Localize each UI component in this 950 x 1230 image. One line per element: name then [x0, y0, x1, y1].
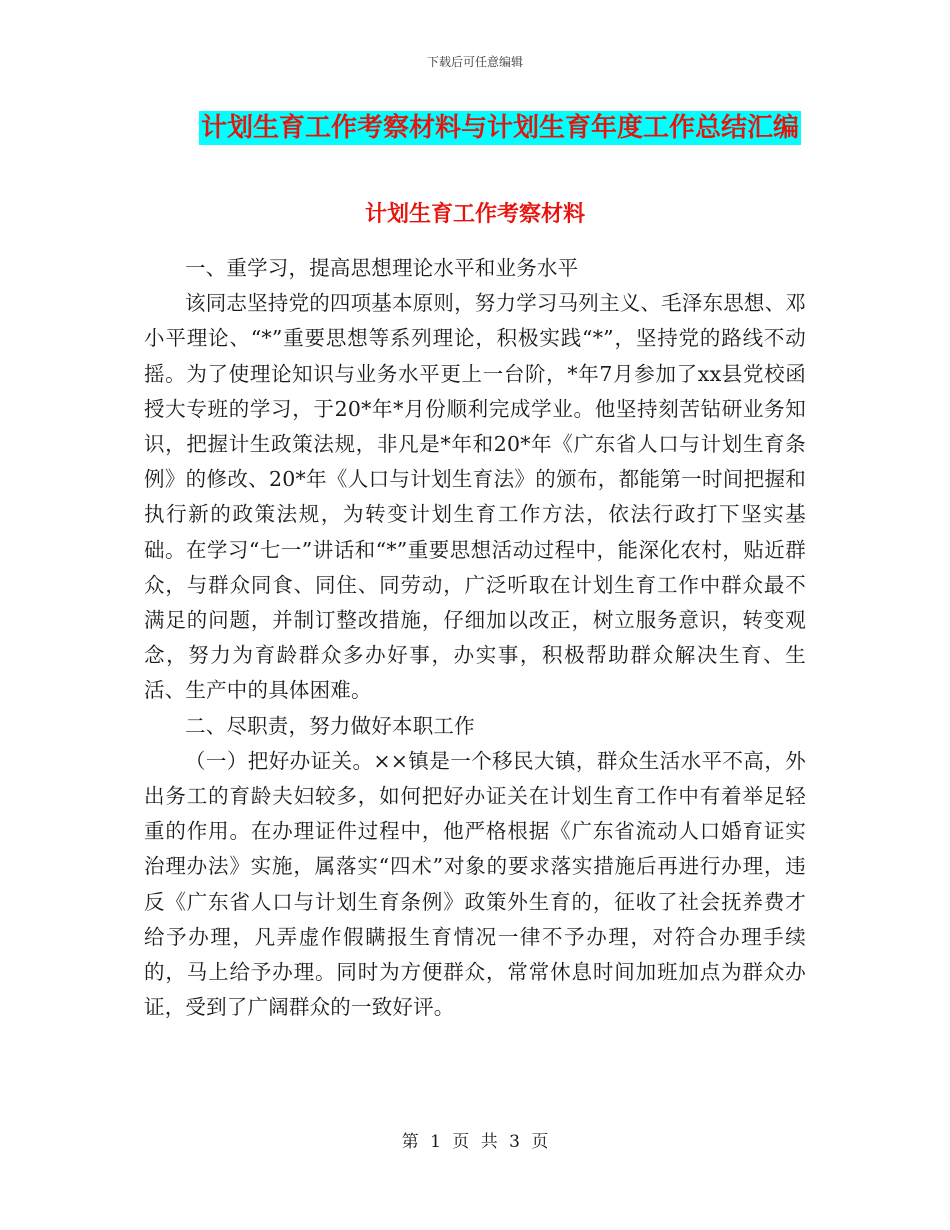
section-title: 计划生育工作考察材料 — [364, 202, 585, 227]
document-title-text: 计划生育工作考察材料与计划生育年度工作总结汇编 — [200, 113, 799, 143]
paragraph-certificate: （一）把好办证关。××镇是一个移民大镇，群众生活水平不高，外出务工的育龄夫妇较多，如何把好办证关在计划生育工作中有着举足轻重的作用。在办理证件过程中，他严格根据《广东省流动人口婚育证实治理办法》实施，属落实“四术”对象的要求落实措施后再进行办理，违反《广东省人口与计划生育条例》政策外生育的，征收了社会抚养费才给予办理，凡弄虚作假瞒报生育情况一律不予办理，对符合办理手续的，马上给予办理。同时为方便群众，常常休息时间加班加点为群众办证，受到了广阔群众的一致好评。 — [144, 748, 806, 1020]
heading-duty: 二、尽职责，努力做好本职工作 — [185, 713, 475, 738]
header-note: 下载后可任意编辑 — [426, 55, 523, 69]
paragraph-study: 该同志坚持党的四项基本原则，努力学习马列主义、毛泽东思想、邓小平理论、“*”重要思想等系列理论，积极实践“*”，坚持党的路线不动摇。为了使理论知识与业务水平更上一台阶，*年7月参加了xx县党校函授大专班的学习，于20*年*月份顺利完成学业。他坚持刻苦钻研业务知识，把握计生政策法规，非凡是*年和20*年《广东省人口与计划生育条例》的修改、20*年《人口与计划生育法》的颁布，都能第一时间把握和执行新的政策法规，为转变计划生育工作方法，依法行政打下坚实基础。在学习“七一”讲话和“*”重要思想活动过程中，能深化农村，贴近群众，与群众同食、同住、同劳动，广泛听取在计划生育工作中群众最不满足的问题，并制订整改措施，仔细加以改正，树立服务意识，转变观念，努力为育龄群众多办好事，办实事，积极帮助群众解决生育、生活、生产中的具体困难。 — [144, 291, 806, 703]
document-body — [144, 221, 806, 1025]
page-number: 第 1 页 共 3 页 — [401, 1132, 549, 1152]
heading-study: 一、重学习，提高思想理论水平和业务水平 — [185, 256, 579, 280]
document-title — [0, 111, 950, 145]
